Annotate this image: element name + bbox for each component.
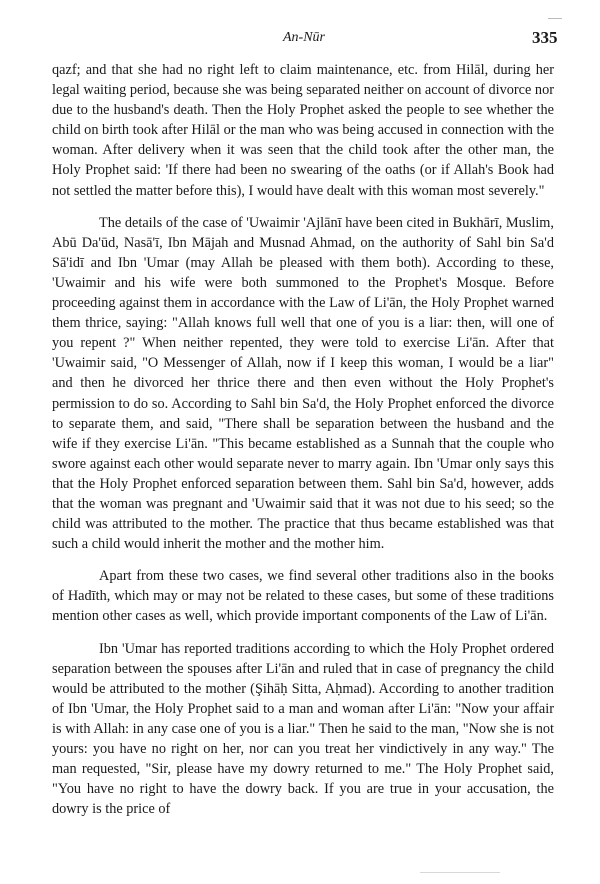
paragraph-3: Apart from these two cases, we find several other traditions also in the books of Hadīth, which may or may not be related to these cases, but some of these traditions mention other cases as well, which provide important components of the Law of Li'ān. [52,568,554,625]
body-text [52,60,554,831]
paragraph-4: Ibn 'Umar has reported traditions according to which the Holy Prophet ordered separation between the spouses after Li'ān and ruled that in case of pregnancy the child would be attributed to the mother (Şihāḥ Sitta, Aḥmad). According to another tradition of Ibn 'Umar, the Holy Prophet said to a man and woman after Li'ān: "Now your affair is with Allah: in any case one of you is a liar." Then he said to the man, "Now she is not yours: you have no right on her, nor can you treat her vindictively in any way." The man requested, "Sir, please have my dowry returned to me." The Holy Prophet said, "You have no right to have the dowry back. If you are true in your accusation, the dowry is the price of [52,640,554,818]
paragraph-2: The details of the case of 'Uwaimir 'Ajlānī have been cited in Bukhārī, Muslim, Abū Da'ūd, Nasā'ī, Ibn Mājah and Musnad Ahmad, on the authority of Sahl bin Sa'd Sā'idī and Ibn 'Umar (may Allah be pleased with them both). According to these, 'Uwaimir and his wife were both summoned to the Prophet's Mosque. Before proceeding against them in accordance with the Law of Li'ān, the Holy Prophet warned them thrice, saying: "Allah knows full well that one of you is a liar: then, will one of you repent ?" When neither repented, they were told to exercise Li'ān. After that 'Uwaimir said, "O Messenger of Allah, now if I keep this woman, I would be a liar" and then he divorced her thrice there and then even without the Holy Prophet's permission to do so. According to Sahl bin Sa'd, the Holy Prophet enforced the divorce to separate them, and said, "There shall be separation between the husband and the wife if they exercise Li'ān. "This became established as a Sunnah that the couple who swore against each other would separate never to marry again. Ibn 'Umar only says this that the Holy Prophet enforced separation between them. Sahl bin Sa'd, however, adds that the woman was pregnant and 'Uwaimir said that it was not due to his seed; so the child was attributed to the mother. The practice that thus became established was that such a child would inherit the mother and the mother him. [52,214,554,553]
scan-mark [420,872,500,873]
running-title: An-Nūr [283,30,325,45]
page-header [0,30,600,50]
paragraph-1: qazf; and that she had no right left to claim maintenance, etc. from Hilāl, during her legal waiting period, because she was being separated neither on account of divorce nor due to the husband's death. Then the Holy Prophet asked the people to see whether the child on birth took after Hilāl or the man who was being accused in connection with the woman. After delivery when it was seen that the child took after the other man, the Holy Prophet said: 'If there had been no swearing of the oaths (or if Allah's Book had not settled the matter before this), I would have dealt with this woman most severely." [52,62,554,199]
scan-mark [548,18,562,19]
page-number: 335 [532,28,558,47]
